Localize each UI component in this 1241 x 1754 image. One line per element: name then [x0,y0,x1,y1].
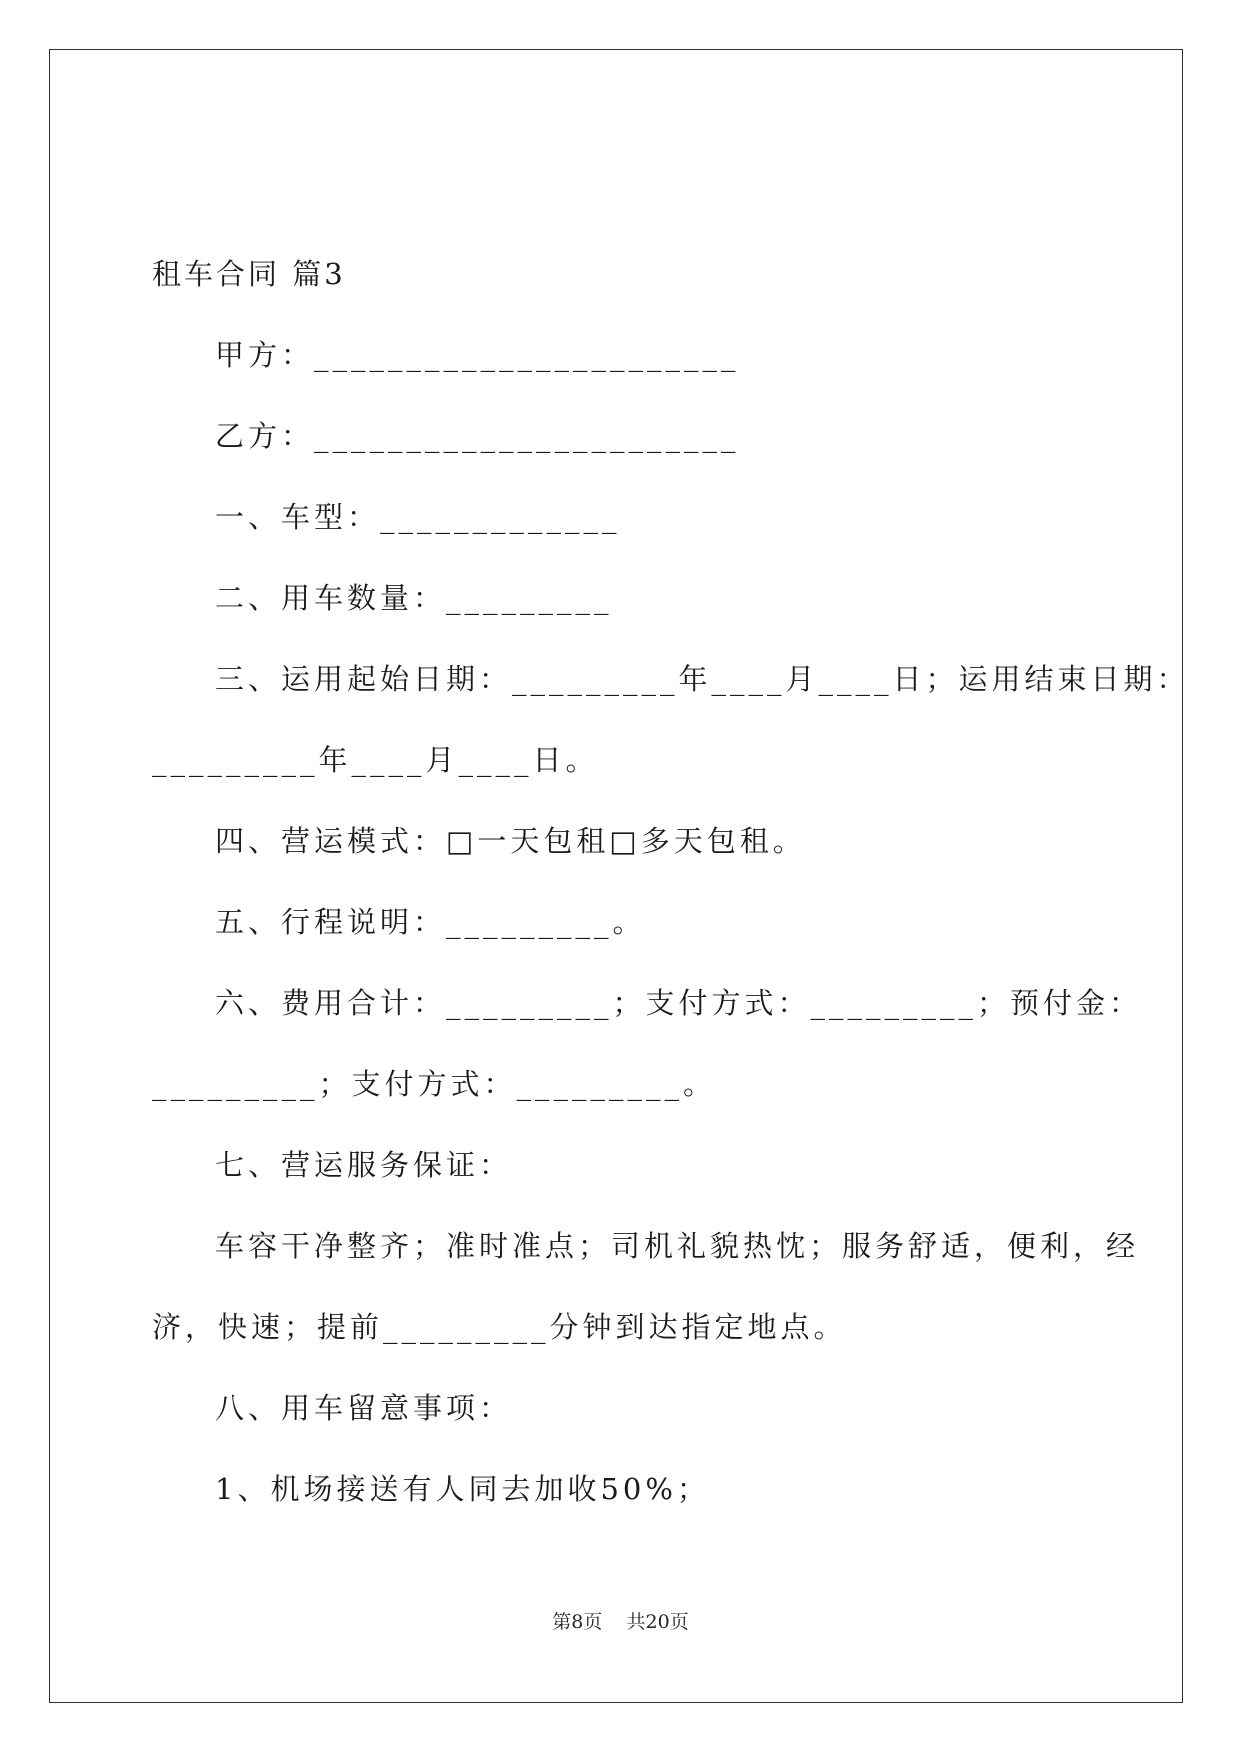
clause-1-vehicle-type: 一、车型：_____________ [215,500,621,534]
clause-8-item-1: 1、机场接送有人同去加收50%； [215,1472,710,1506]
clause-3-dates-continued: _________年____月____日。 [152,743,599,777]
page-border [49,49,1183,1703]
clause-4-mode: 四、营运模式：□一天包租□多天包租。 [215,824,806,858]
clause-6-costs: 六、费用合计：_________；支付方式：_________；预付金： [215,986,1143,1020]
party-b-line: 乙方：_______________________ [215,419,740,453]
clause-7-text-continued: 济，快速；提前_________分钟到达指定地点。 [152,1310,847,1344]
page-number: 第8页 共20页 [552,1611,689,1633]
clause-8-heading: 八、用车留意事项： [215,1391,513,1425]
document-title: 租车合同 篇3 [152,257,346,291]
clause-7-text: 车容干净整齐；准时准点；司机礼貌热忱；服务舒适，便利，经 [215,1229,1140,1263]
page-footer [0,1607,1241,1634]
party-a-line: 甲方：_______________________ [215,338,740,372]
clause-6-costs-continued: _________；支付方式：_________。 [152,1067,717,1101]
clause-7-heading: 七、营运服务保证： [215,1148,513,1182]
clause-3-dates: 三、运用起始日期：_________年____月____日；运用结束日期： [215,662,1190,696]
clause-5-itinerary: 五、行程说明：_________。 [215,905,646,939]
clause-2-vehicle-count: 二、用车数量：_________ [215,581,613,615]
